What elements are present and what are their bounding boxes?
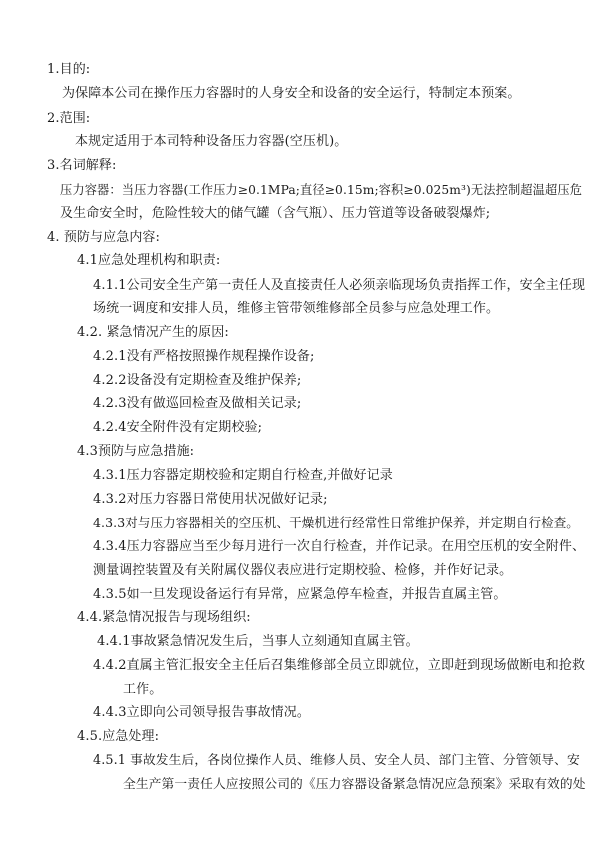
item-4-4-1: 4.4.1事故紧急情况发生后，当事人立刻通知直属主管。 xyxy=(97,634,419,649)
item-4-3-4-line-1: 4.3.4压力容器应当至少每月进行一次自行检查，并作记录。在用空压机的安全附件、 xyxy=(93,539,586,554)
section-3-line-1: 压力容器：当压力容器(工作压力≥0.1MPa;直径≥0.15m;容积≥0.025m³)无法控制超温超压危 xyxy=(60,183,583,197)
item-4-4-2-line-2: 工作。 xyxy=(123,682,163,697)
section-4-4-heading: 4.4.紧急情况报告与现场组织: xyxy=(77,610,251,625)
item-4-2-1: 4.2.1没有严格按照操作规程操作设备; xyxy=(93,349,315,364)
section-4-2-heading: 4.2. 紧急情况产生的原因: xyxy=(77,325,229,340)
item-4-2-3: 4.2.3没有做巡回检查及做相关记录; xyxy=(93,396,302,411)
section-3-line-2: 及生命安全时，危险性较大的储气罐（含气瓶）、压力管道等设备破裂爆炸; xyxy=(60,206,491,221)
item-4-3-5: 4.3.5如一旦发现设备运行有异常，应紧急停车检查，并报告直属主管。 xyxy=(93,587,507,602)
item-4-2-2: 4.2.2设备没有定期检查及维护保养; xyxy=(93,373,302,388)
section-3-heading: 3.名词解释: xyxy=(47,158,117,173)
item-4-3-4-line-2: 测量调控装置及有关附属仪器仪表应进行定期校验、检修，并作好记录。 xyxy=(93,563,513,578)
section-2-heading: 2.范围: xyxy=(47,111,91,126)
item-4-5-1-line-1: 4.5.1 事故发生后，各岗位操作人员、维修人员、安全人员、部门主管、分管领导、安 xyxy=(93,753,580,768)
item-4-2-4: 4.2.4安全附件没有定期校验; xyxy=(93,420,263,435)
section-1-heading: 1.目的: xyxy=(47,62,91,77)
section-4-1-heading: 4.1应急处理机构和职责: xyxy=(77,253,221,268)
item-4-4-2-line-1: 4.4.2直属主管汇报安全主任后召集维修部全员立即就位，立即赶到现场做断电和抢救 xyxy=(93,658,586,673)
item-4-3-1: 4.3.1压力容器定期校验和定期自行检查,并做好记录 xyxy=(93,468,393,483)
item-4-3-2: 4.3.2对压力容器日常使用状况做好记录; xyxy=(93,492,328,507)
item-4-3-3: 4.3.3对与压力容器相关的空压机、干燥机进行经常性日常维护保养，并定期自行检查。 xyxy=(93,515,579,530)
item-4-1-1-line-1: 4.1.1公司安全生产第一责任人及直接责任人必须亲临现场负责指挥工作，安全主任现 xyxy=(93,278,586,293)
item-4-1-1-line-2: 场统一调度和安排人员，维修主管带领维修部全员参与应急处理工作。 xyxy=(93,301,500,316)
section-1-text: 为保障本公司在操作压力容器时的人身安全和设备的安全运行，特制定本预案。 xyxy=(62,86,521,101)
section-4-3-heading: 4.3预防与应急措施: xyxy=(77,444,195,459)
section-4-5-heading: 4.5.应急处理: xyxy=(77,729,160,744)
section-2-text: 本规定适用于本司特种设备压力容器(空压机)。 xyxy=(75,134,348,149)
section-4-heading: 4. 预防与应急内容: xyxy=(47,230,161,245)
item-4-4-3: 4.4.3立即向公司领导报告事故情况。 xyxy=(93,705,310,720)
item-4-5-1-line-2: 全生产第一责任人应按照公司的《压力容器设备紧急情况应急预案》采取有效的处 xyxy=(123,777,586,792)
